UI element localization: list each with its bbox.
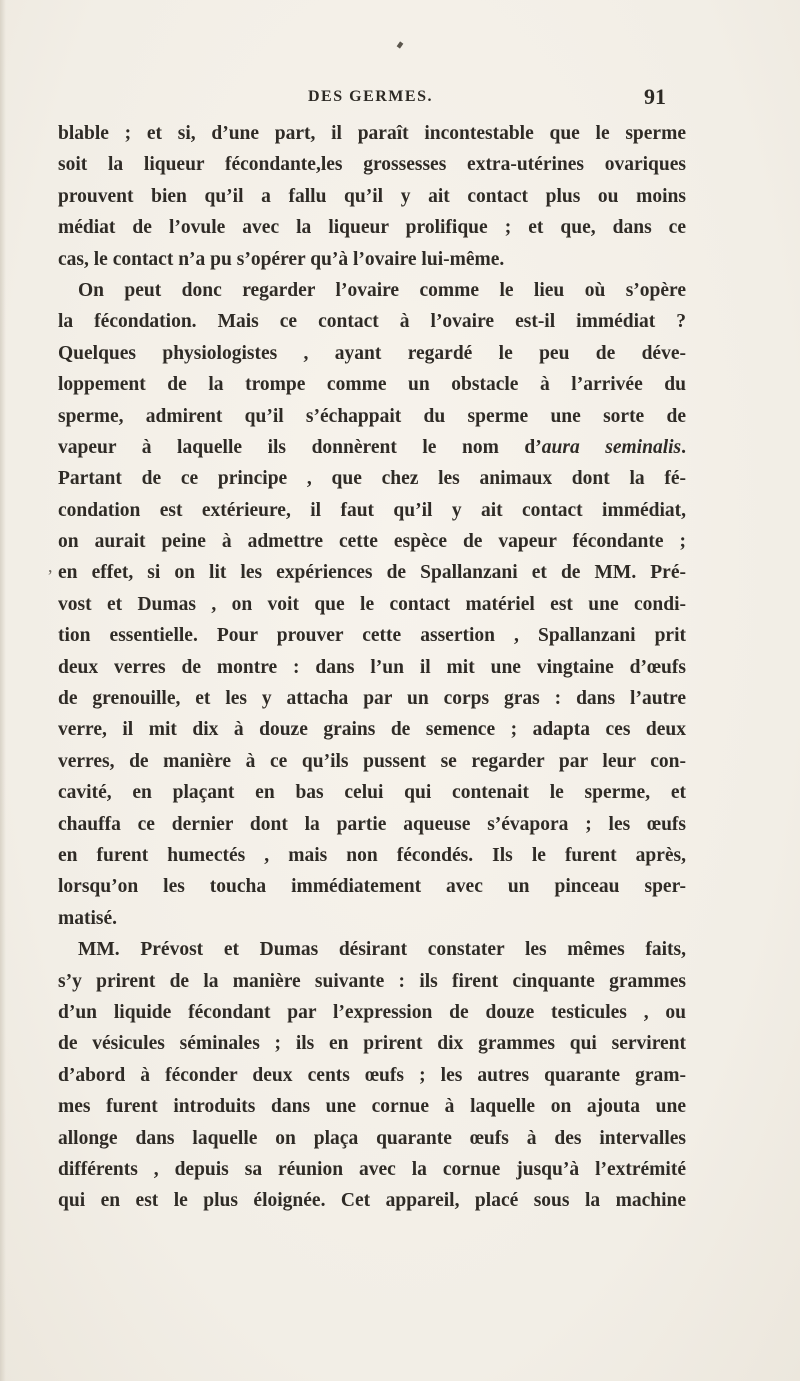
paragraph-start-line: MM. Prévost et Dumas désirant constater les mêmes faits, bbox=[78, 939, 686, 961]
italic-term: aura seminalis bbox=[541, 436, 682, 458]
text-line: différents , depuis sa réunion avec la cornue jusqu’à l’extrémité bbox=[58, 1158, 686, 1180]
text-line: soit la liqueur fécondante,les grossesses extra-utérines ovariques bbox=[58, 154, 686, 176]
text-line: de vésicules séminales ; ils en prirent dix grammes qui servirent bbox=[58, 1033, 686, 1055]
text-segment: vapeur à laquelle ils donnèrent le nom d’ bbox=[58, 436, 542, 458]
text-line: de grenouille, et les y attacha par un corps gras : dans l’autre bbox=[58, 688, 686, 710]
text-line: tion essentielle. Pour prouver cette assertion , Spallanzani prit bbox=[58, 625, 686, 647]
text-line: la fécondation. Mais ce contact à l’ovaire est-il immédiat ? bbox=[58, 311, 686, 333]
text-line: condation est extérieure, il faut qu’il y ait contact immédiat, bbox=[58, 499, 686, 521]
page-edge-shadow bbox=[0, 0, 6, 1381]
text-line: mes furent introduits dans une cornue à laquelle on ajouta une bbox=[58, 1096, 686, 1118]
text-line: en effet, si on lit les expériences de Spallanzani et de MM. Pré- bbox=[58, 562, 686, 584]
text-line: d’un liquide fécondant par l’expression de douze testicules , ou bbox=[58, 1001, 686, 1023]
text-line: lorsqu’on les toucha immédiatement avec un pinceau sper- bbox=[58, 876, 686, 898]
text-line: s’y prirent de la manière suivante : ils firent cinquante grammes bbox=[58, 970, 686, 992]
text-line: Partant de ce principe , que chez les animaux dont la fé- bbox=[58, 468, 686, 490]
text-line: blable ; et si, d’une part, il paraît incontestable que le sperme bbox=[58, 123, 686, 144]
text-line: sperme, admirent qu’il s’échappait du sperme une sorte de bbox=[58, 405, 686, 427]
text-line: cas, le contact n’a pu s’opérer qu’à l’ovaire lui-même. bbox=[58, 248, 505, 270]
text-line: d’abord à féconder deux cents œufs ; les autres quarante gram- bbox=[58, 1064, 686, 1086]
text-line: on aurait peine à admettre cette espèce de vapeur fécondante ; bbox=[58, 531, 686, 553]
text-line: deux verres de montre : dans l’un il mit une vingtaine d’œufs bbox=[58, 656, 686, 678]
text-segment: . bbox=[681, 436, 686, 458]
text-line: Quelques physiologistes , ayant regardé le peu de déve- bbox=[58, 342, 686, 364]
page-header bbox=[0, 84, 800, 114]
body-text bbox=[58, 118, 686, 1217]
text-line: verres, de manière à ce qu’ils pussent se regarder par leur con- bbox=[58, 750, 686, 772]
paragraph-start-line: On peut donc regarder l’ovaire comme le lieu où s’opère bbox=[78, 279, 686, 301]
text-line-with-italic bbox=[58, 432, 686, 463]
text-line: matisé. bbox=[58, 907, 118, 929]
text-line: verre, il mit dix à douze grains de semence ; adapta ces deux bbox=[58, 719, 686, 741]
text-line: qui en est le plus éloignée. Cet appareil, placé sous la machine bbox=[58, 1190, 686, 1212]
text-line: cavité, en plaçant en bas celui qui contenait le sperme, et bbox=[58, 782, 686, 804]
text-line: chauffa ce dernier dont la partie aqueuse s’évapora ; les œufs bbox=[58, 813, 686, 835]
running-head: DES GERMES. bbox=[308, 88, 433, 105]
text-line: vost et Dumas , on voit que le contact matériel est une condi- bbox=[58, 593, 686, 615]
text-line: prouvent bien qu’il a fallu qu’il y ait contact plus ou moins bbox=[58, 185, 686, 207]
page-number: 91 bbox=[644, 84, 666, 109]
ink-speck bbox=[397, 41, 404, 48]
text-line: en furent humectés , mais non fécondés. Ils le furent après, bbox=[58, 844, 686, 866]
margin-mark: , bbox=[48, 556, 53, 576]
text-line: loppement de la trompe comme un obstacle à l’arrivée du bbox=[58, 374, 686, 396]
text-line: médiat de l’ovule avec la liqueur prolifique ; et que, dans ce bbox=[58, 217, 686, 239]
text-line: allonge dans laquelle on plaça quarante œufs à des intervalles bbox=[58, 1127, 686, 1149]
